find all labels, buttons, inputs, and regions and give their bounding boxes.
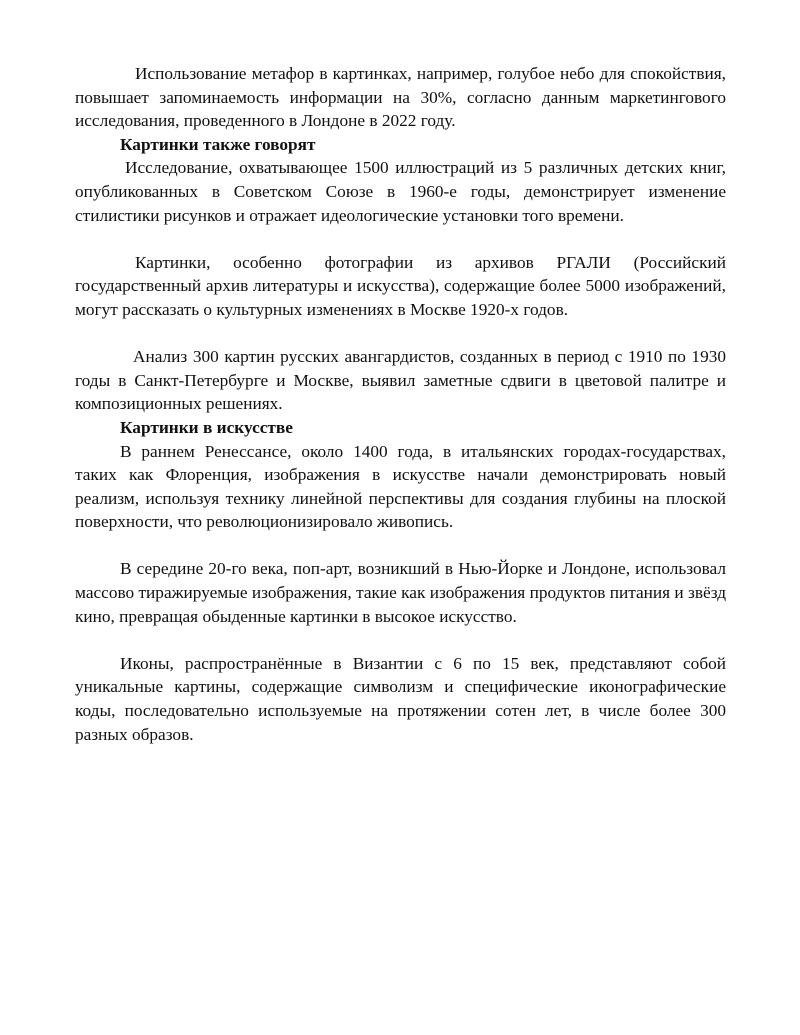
heading-pictures-in-art: Картинки в искусстве [120,417,293,437]
paragraph-childrens-books: Исследование, охватывающее 1500 иллюстраций из 5 различных детских книг, опубликованных в Советском Союзе в 1960-е годы, демонстрирует изменение стилистики рисунков и отражает идеологические установки того времени. [75,158,726,225]
paragraph-pop-art: В середине 20-го века, поп-арт, возникший в Нью-Йорке и Лондоне, использовал массово тиражируемые изображения, такие как изображения продуктов питания и звёзд кино, превращая обыденные картинки в высокое искусство. [75,559,726,626]
paragraph-renaissance: В раннем Ренессансе, около 1400 года, в итальянских городах-государствах, таких как Флоренция, изображения в искусстве начали демонстрировать новый реализм, используя технику линейной перспективы для создания глубины на плоской поверхности, что революционизировало живопись. [75,441,726,532]
paragraph-metaphors: Использование метафор в картинках, например, голубое небо для спокойствия, повышает запоминаемость информации на 30%, согласно данным маркетингового исследования, проведенного в Лондоне в 2022 году. [75,64,726,131]
heading-pictures-speak: Картинки также говорят [120,134,316,154]
paragraph-icons: Иконы, распространённые в Византии с 6 по 15 век, представляют собой уникальные картины, содержащие символизм и специфические иконографические коды, последовательно используемые на протяжении сотен лет, в числе более 300 разных образов. [75,653,726,744]
document-page [75,62,726,746]
paragraph-rgali-archive: Картинки, особенно фотографии из архивов РГАЛИ (Российский государственный архив литературы и искусства), содержащие более 5000 изображений, могут рассказать о культурных изменениях в Москве 1920-х годов. [75,252,726,319]
paragraph-avant-garde: Анализ 300 картин русских авангардистов, созданных в период с 1910 по 1930 годы в Санкт-Петербурге и Москве, выявил заметные сдвиги в цветовой палитре и композиционных решениях. [75,347,726,414]
